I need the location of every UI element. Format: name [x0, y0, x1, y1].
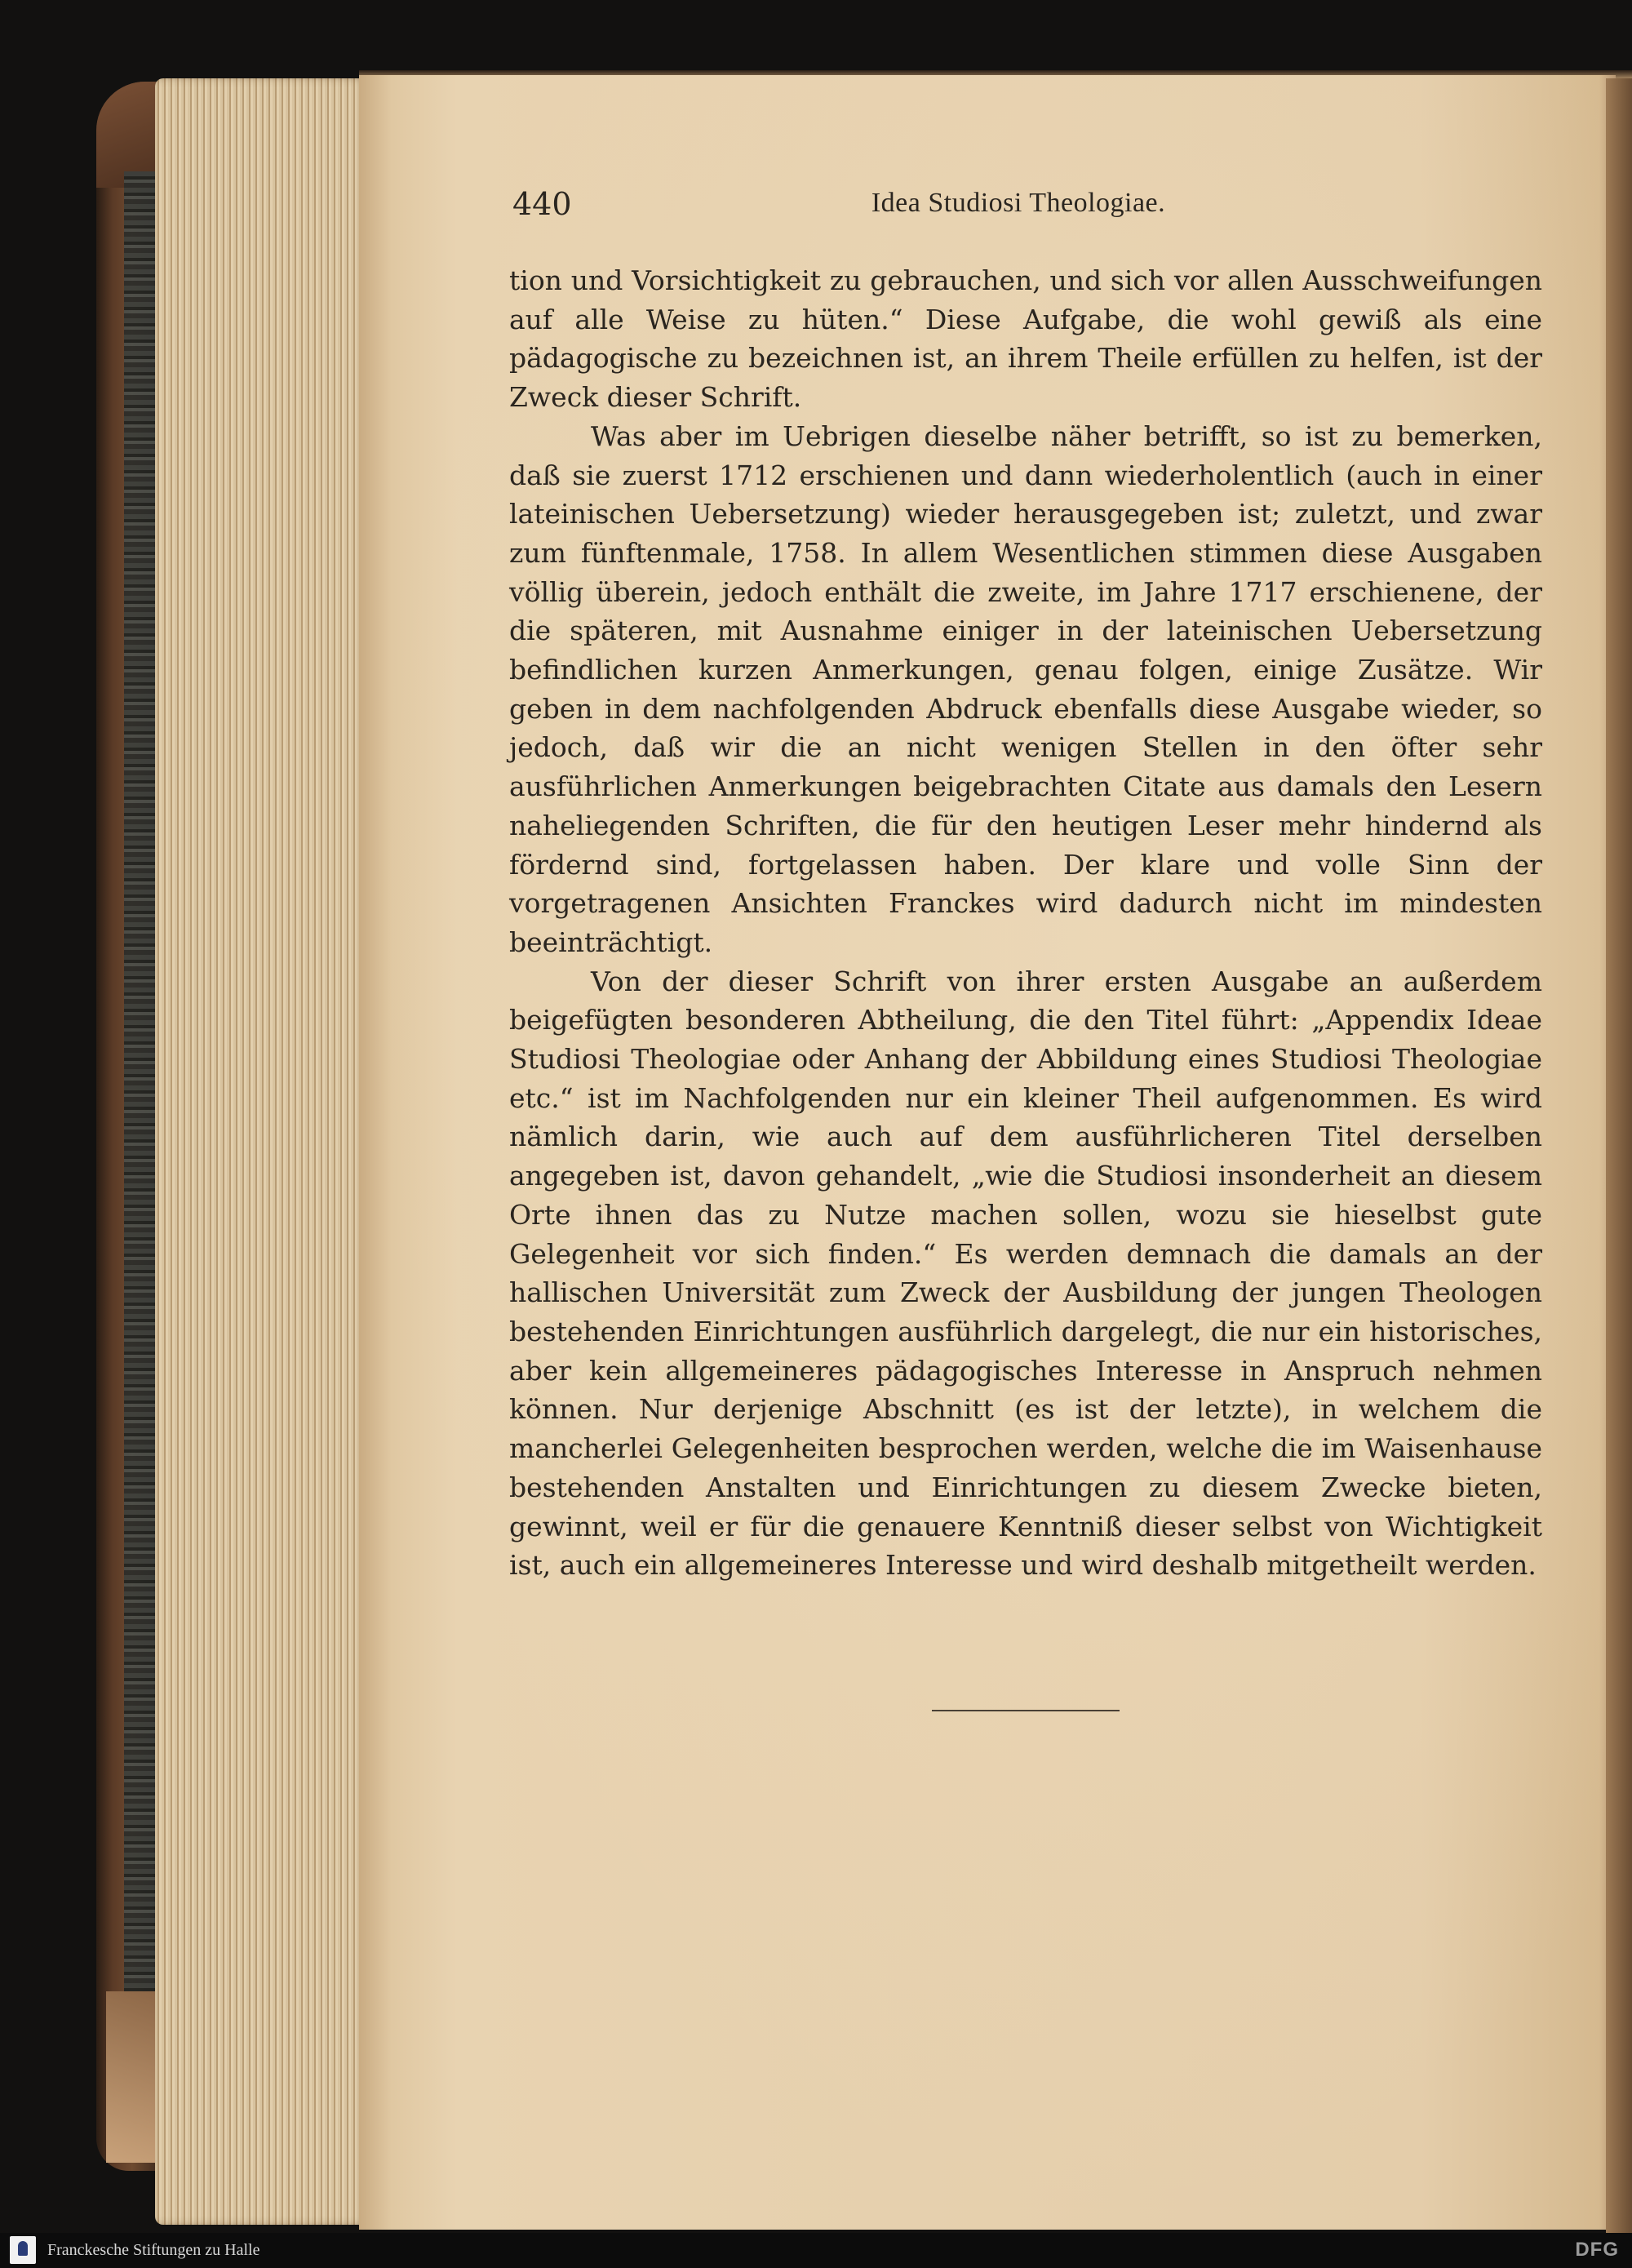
institution-logo-icon — [10, 2236, 36, 2264]
right-leaf-edge — [1606, 78, 1632, 2233]
viewer-footer-bar — [0, 2233, 1632, 2268]
section-separator-rule — [932, 1710, 1120, 1711]
body-text — [509, 261, 1542, 1585]
institution-name: Franckesche Stiftungen zu Halle — [47, 2241, 260, 2259]
page-number: 440 — [512, 186, 572, 222]
dfg-logo: DFG — [1575, 2239, 1619, 2261]
paragraph-2: Was aber im Uebrigen dieselbe näher betrifft, so ist zu bemerken, daß sie zuerst 1712 erschienen und dann wiederholentlich (auch in einer lateinischen Uebersetzung) wieder herausgegeben ist; zuletzt, und zwar zum fünftenmale, 1758. In allem Wesentlichen stimmen diese Ausgaben völlig überein, jedoch enthält die zweite, im Jahre 1717 erschienene, der die späteren, mit Ausnahme einiger in der lateinischen Uebersetzung befindlichen kurzen Anmerkungen, genau folgen, einige Zusätze. Wir geben in dem nachfolgenden Abdruck ebenfalls diese Ausgabe wieder, so jedoch, daß wir die an nicht wenigen Stellen in den öfter sehr ausführlichen Anmerkungen beigebrachten Citate aus damals den Lesern naheliegenden Schriften, die für den heutigen Leser mehr hindernd als fördernd sind, fortgelassen haben. Der klare und volle Sinn der vorgetragenen Ansichten Franckes wird dadurch nicht im mindesten beeinträchtigt. — [509, 419, 1542, 958]
page-title: Idea Studiosi Theologiae. — [871, 188, 1166, 218]
paragraph-3: Von der dieser Schrift von ihrer ersten Ausgabe an außerdem beigefügten besonderen Abtheilung, die den Titel führt: „Appendix Ideae Studiosi Theologiae oder Anhang der Abbildung eines Studiosi Theologiae etc.“ ist im Nachfolgenden nur ein kleiner Theil aufgenommen. Es wird nämlich darin, wie auch auf dem ausführlicheren Titel derselben angegeben ist, davon gehandelt, „wie die Studiosi insonderheit an diesem Orte ihnen das zu Nutze machen sollen, wozu sie hieselbst gute Gelegenheit vor sich finden.“ Es werden demnach die damals an der hallischen Universität zum Zweck der Ausbildung der jungen Theologen bestehenden Einrichtungen ausführlich dargelegt, die nur ein historisches, aber kein allgemeineres pädagogisches Interesse in Anspruch nehmen können. Nur derjenige Abschnitt (es ist der letzte), in welchem die mancherlei Gelegenheiten besprochen werden, welche die im Waisenhause bestehenden Anstalten und Einrichtungen zu diesem Zwecke bieten, gewinnt, weil er für die genauere Kenntniß dieser selbst von Wichtigkeit ist, auch ein allgemeineres Interesse und wird deshalb mitgetheilt werden. — [509, 965, 1542, 1582]
paragraph-1: tion und Vorsichtigkeit zu gebrauchen, und sich vor allen Ausschweifungen auf alle Weise zu hüten.“ Diese Aufgabe, die wohl gewiß als eine pädagogische zu bezeichnen ist, an ihrem Theile erfüllen zu helfen, ist der Zweck dieser Schrift. — [509, 264, 1542, 414]
running-head — [512, 186, 1541, 235]
page-edges — [155, 78, 367, 2225]
